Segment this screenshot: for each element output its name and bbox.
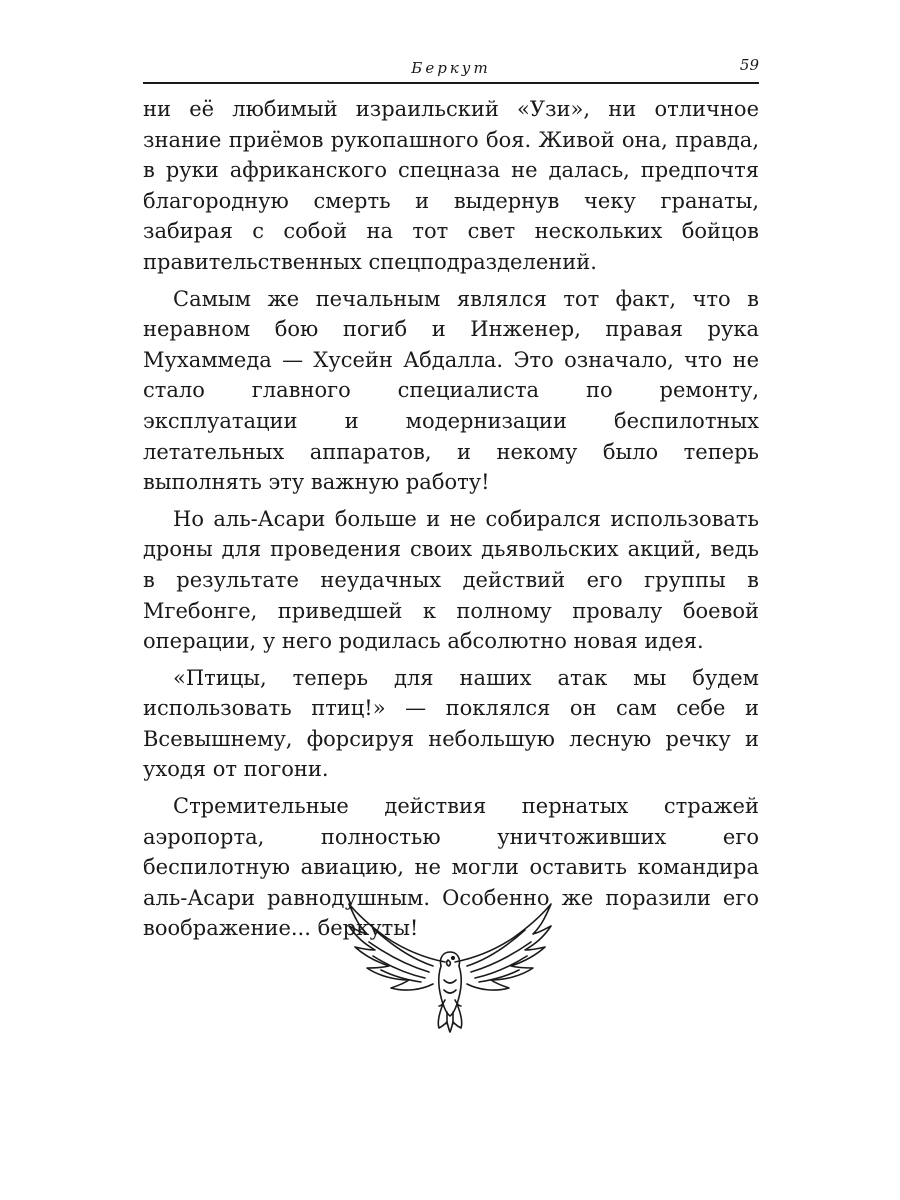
running-head	[143, 56, 759, 84]
page-number: 59	[739, 56, 759, 74]
paragraph-2: Самым же печальным являлся тот факт, что в неравном бою погиб и Инженер, правая рука Мухаммеда — Хусейн Абдалла. Это означало, что не стало главного специалиста по ремонту, эксплуатации и модернизации беспилотных летательных аппаратов, и некому было теперь выполнять эту важную работу!	[143, 286, 759, 495]
paragraph-3: Но аль-Асари больше и не собирался использовать дроны для проведения своих дьявольских акций, ведь в результате неудачных действий его группы в Мгебонге, приведшей к полному провалу боевой операции, у него родилась абсолютно новая идея.	[143, 506, 759, 654]
paragraph-5: Стремительные действия пернатых стражей аэропорта, полностью уничтоживших его беспилотную авиацию, не могли оставить командира аль-Асари равнодушным. Особенно же поразили его воображение... беркуты!	[143, 794, 759, 941]
paragraph-1: ни её любимый израильский «Узи», ни отличное знание приёмов рукопашного боя. Живой она, правда, в руки африканского спецназа не далась, предпочтя благородную смерть и выдернув чеку гранаты, забирая с собой на тот свет нескольких бойцов правительственных спецподразделений.	[143, 97, 759, 274]
paragraph-4: «Птицы, теперь для наших атак мы будем использовать птиц!» — поклялся он сам себе и Всевышнему, форсируя небольшую лесную речку и уходя от погони.	[143, 665, 759, 782]
running-title: Беркут	[411, 59, 491, 77]
eagle-icon	[345, 900, 555, 1035]
body-text	[143, 94, 759, 944]
